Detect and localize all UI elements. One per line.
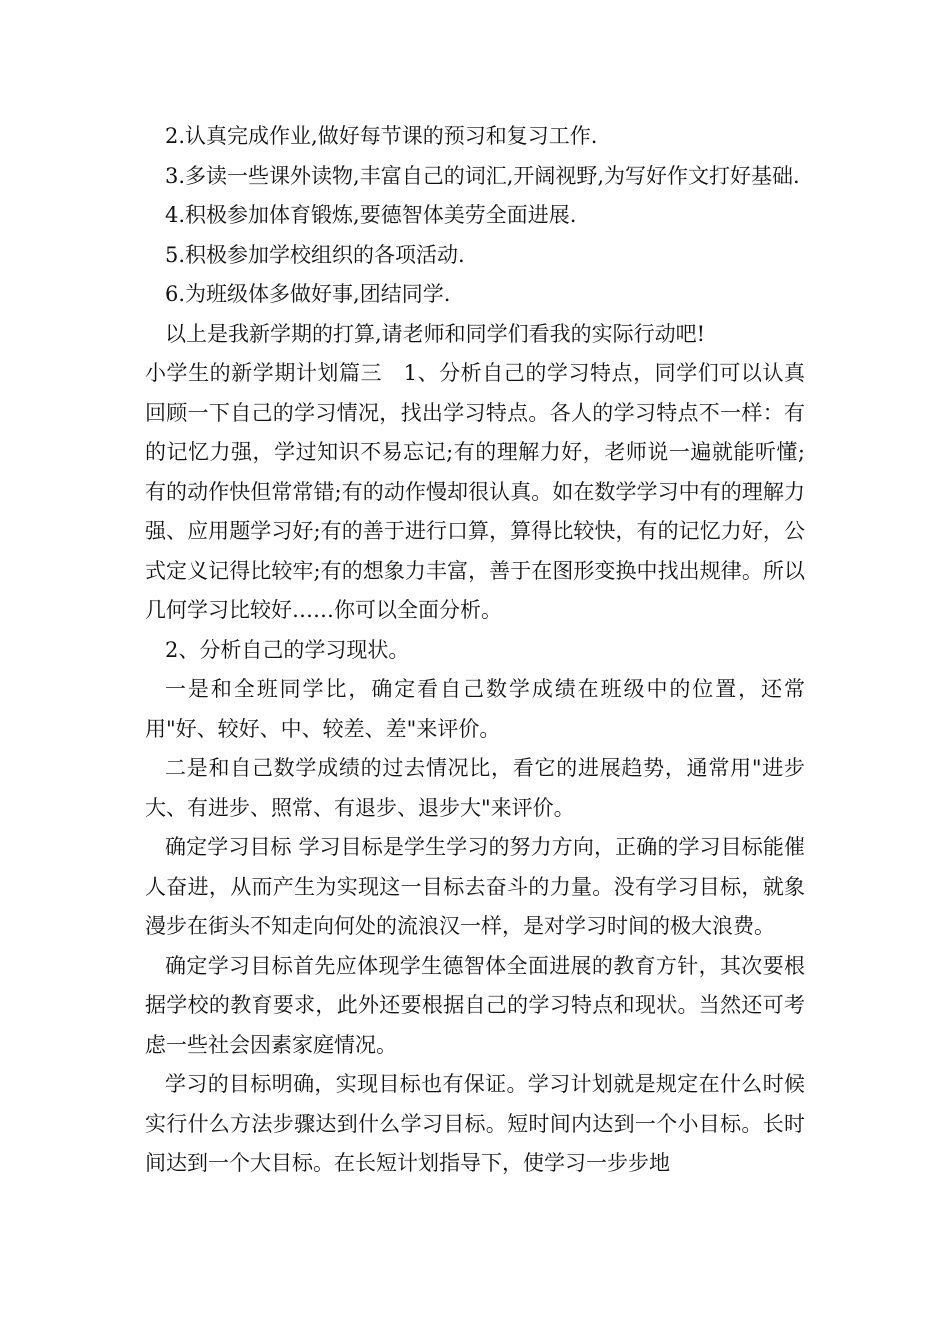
paragraph-item-5: 5.积极参加学校组织的各项活动.: [165, 242, 465, 267]
document-body: [145, 117, 805, 1184]
paragraph-closing: 以上是我新学期的打算,请老师和同学们看我的实际行动吧!: [165, 321, 706, 346]
paragraph-item-6: 6.为班级体多做好事,团结同学.: [165, 282, 451, 306]
paragraph-item-3: 3.多读一些课外读物,丰富自己的词汇,开阔视野,为写好作文打好基础.: [165, 163, 800, 188]
paragraph-item-2: 2.认真完成作业,做好每节课的预习和复习工作.: [165, 124, 598, 148]
paragraph-compare-self: 二是和自己数学成绩的过去情况比，看它的进展趋势，通常用"进步大、有进步、照常、有退步、退步大"来评价。: [145, 756, 805, 820]
paragraph-current-status-heading: 2、分析自己的学习现状。: [165, 637, 410, 662]
paragraph-study-plan: 学习的目标明确，实现目标也有保证。学习计划就是规定在什么时候实行什么方法步骤达到什么学习目标。短时间内达到一个小目标。长时间达到一个大目标。在长短计划指导下，使学习一步步地: [145, 1072, 805, 1175]
paragraph-item-4: 4.积极参加体育锻炼,要德智体美劳全面进展.: [165, 203, 577, 227]
paragraph-learning-goal: 确定学习目标 学习目标是学生学习的努力方向，正确的学习目标能催人奋进，从而产生为实现这一目标去奋斗的力量。没有学习目标，就象漫步在街头不知走向何处的流浪汉一样，是对学习时间的极大浪费。: [145, 835, 805, 938]
paragraph-section-three: 小学生的新学期计划篇三 1、分析自己的学习特点，同学们可以认真回顾一下自己的学习情况，找出学习特点。各人的学习特点不一样：有的记忆力强，学过知识不易忘记;有的理解力好，老师说一遍就能听懂;有的动作快但常常错;有的动作慢却很认真。如在数学学习中有的理解力强、应用题学习好;有的善于进行口算，算得比较快，有的记忆力好，公式定义记得比较牢;有的想象力丰富，善于在图形变换中找出规律。所以几何学习比较好……你可以全面分析。: [145, 361, 805, 622]
paragraph-compare-class: 一是和全班同学比，确定看自己数学成绩在班级中的位置，还常用"好、较好、中、较差、差"来评价。: [145, 677, 805, 741]
paragraph-goal-principles: 确定学习目标首先应体现学生德智体全面进展的教育方针，其次要根据学校的教育要求，此外还要根据自己的学习特点和现状。当然还可考虑一些社会因素家庭情况。: [145, 953, 805, 1057]
